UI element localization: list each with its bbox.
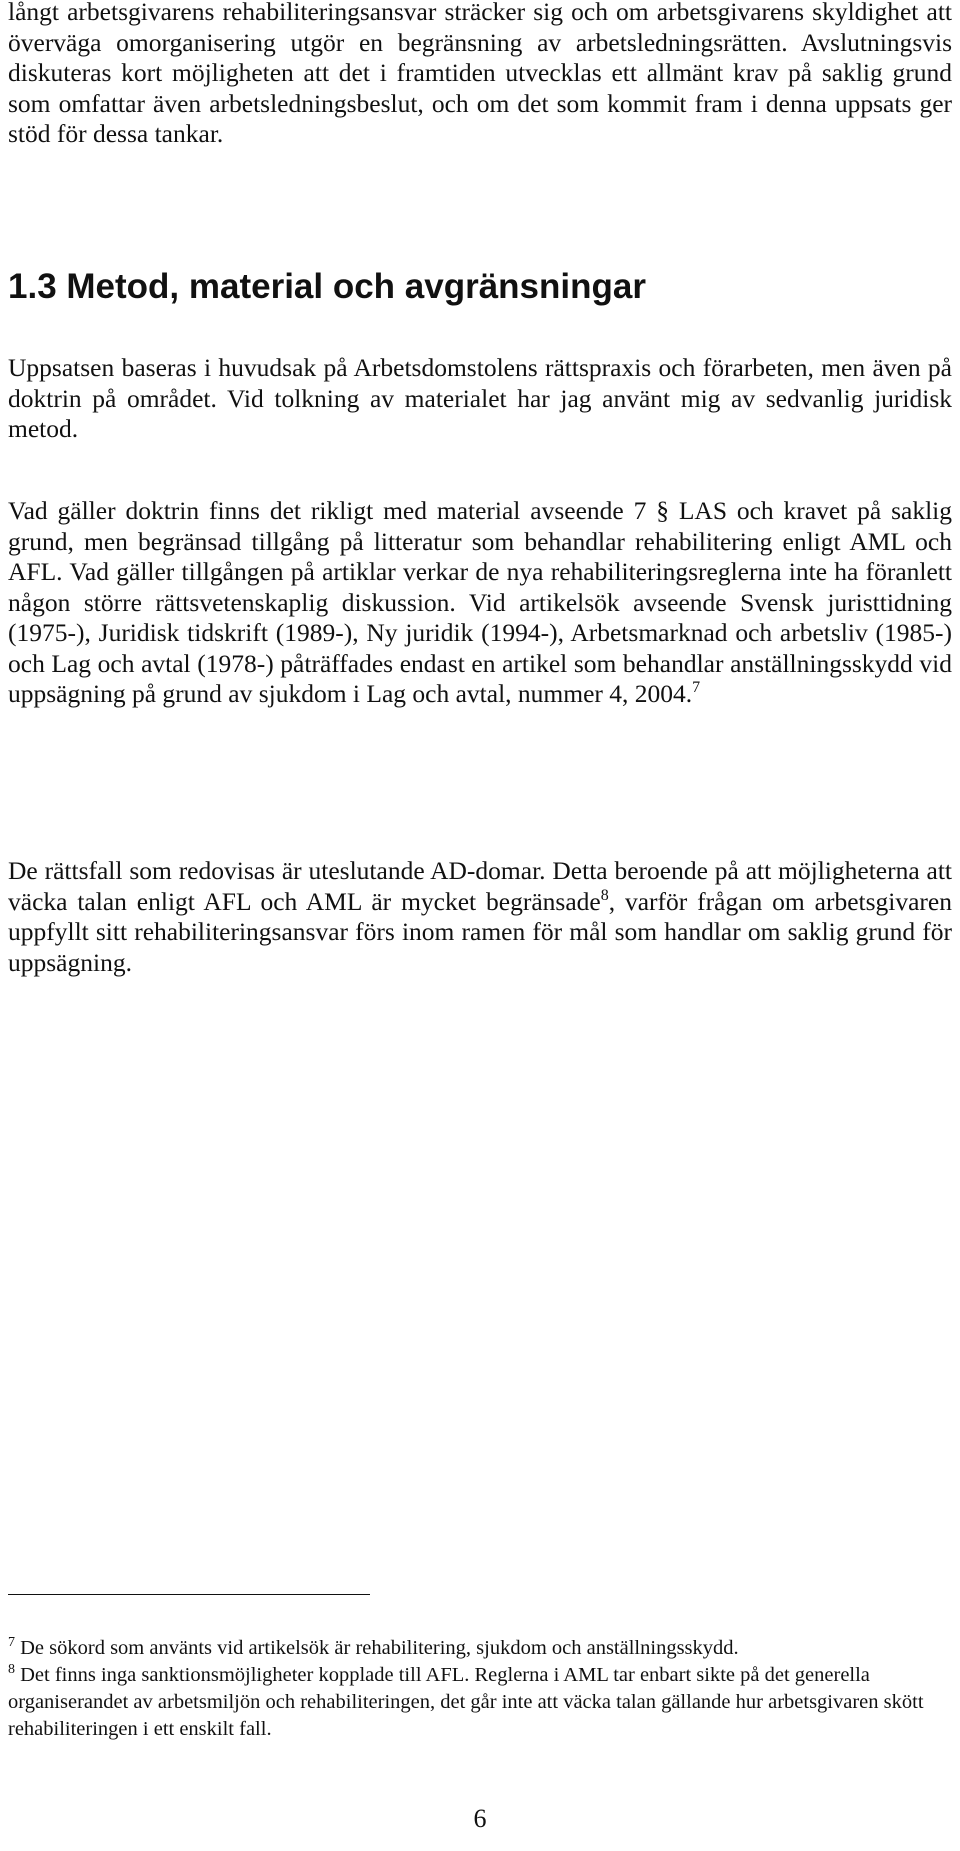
- footnote-7: [8, 1635, 952, 1662]
- page-number: 6: [473, 1804, 487, 1833]
- footnote-number: 7: [8, 1635, 15, 1650]
- footnotes: [8, 1635, 952, 1743]
- method-paragraph-2: [8, 496, 952, 710]
- footnote-separator: [8, 1594, 370, 1595]
- footnote-text: Det finns inga sanktionsmöjligheter kopplade till AFL. Reglerna i AML tar enbart sikte på det generella organiserandet av arbetsmiljön och rehabiliteringen, det går inte att väcka talan gällande hur arbetsgivaren skött rehabiliteringen i ett enskilt fall.: [8, 1664, 924, 1740]
- footnote-text: De sökord som använts vid artikelsök är rehabilitering, sjukdom och anställningsskydd.: [20, 1637, 739, 1659]
- section-heading: 1.3 Metod, material och avgränsningar: [8, 267, 646, 306]
- method-paragraph-3-text-before: De rättsfall som redovisas är uteslutande AD-domar. Detta beroende på att möjligheterna att väcka talan enligt AFL och AML är mycket begränsade: [8, 856, 952, 916]
- method-paragraph-3: [8, 856, 952, 978]
- method-paragraph-3-text-after: , varför frågan om arbetsgivaren uppfyllt sitt rehabiliteringsansvar förs inom ramen för mål som handlar om saklig grund för uppsägning.: [8, 886, 952, 977]
- intro-paragraph: långt arbetsgivarens rehabiliteringsansvar sträcker sig och om arbetsgivarens skyldighet att överväga omorganisering utgör en begränsning av arbetsledningsrätten. Avslutningsvis diskuteras kort möjligheten att det i framtiden utvecklas ett allmänt krav på saklig grund som omfattar även arbetsledningsbeslut, och om det som kommit fram i denna uppsats ger stöd för dessa tankar.: [8, 0, 952, 148]
- method-paragraph-1: Uppsatsen baseras i huvudsak på Arbetsdomstolens rättspraxis och förarbeten, men även på doktrin på området. Vid tolkning av materialet har jag använt mig av sedvanlig juridisk metod.: [8, 353, 952, 443]
- method-paragraph-2-text: Vad gäller doktrin finns det rikligt med material avseende 7 § LAS och kravet på saklig grund, men begränsad tillgång på litteratur som behandlar rehabilitering enligt AML och AFL. Vad gäller tillgången på artiklar verkar de nya rehabiliteringsreglerna inte ha föranlett någon större rättsvetenskaplig diskussion. Vid artikelsök avseende Svensk juristtidning (1975-), Juridisk tidskrift (1989-), Ny juridik (1994-), Arbetsmarknad och arbetsliv (1985-) och Lag och avtal (1978-) påträffades endast en artikel som behandlar anställningsskydd vid uppsägning på grund av sjukdom i Lag och avtal, nummer 4, 2004.: [8, 496, 952, 708]
- footnote-reference: 7: [692, 679, 701, 696]
- footnote-reference: 8: [600, 886, 609, 904]
- footnote-number: 8: [8, 1662, 15, 1677]
- footnote-8: [8, 1662, 952, 1743]
